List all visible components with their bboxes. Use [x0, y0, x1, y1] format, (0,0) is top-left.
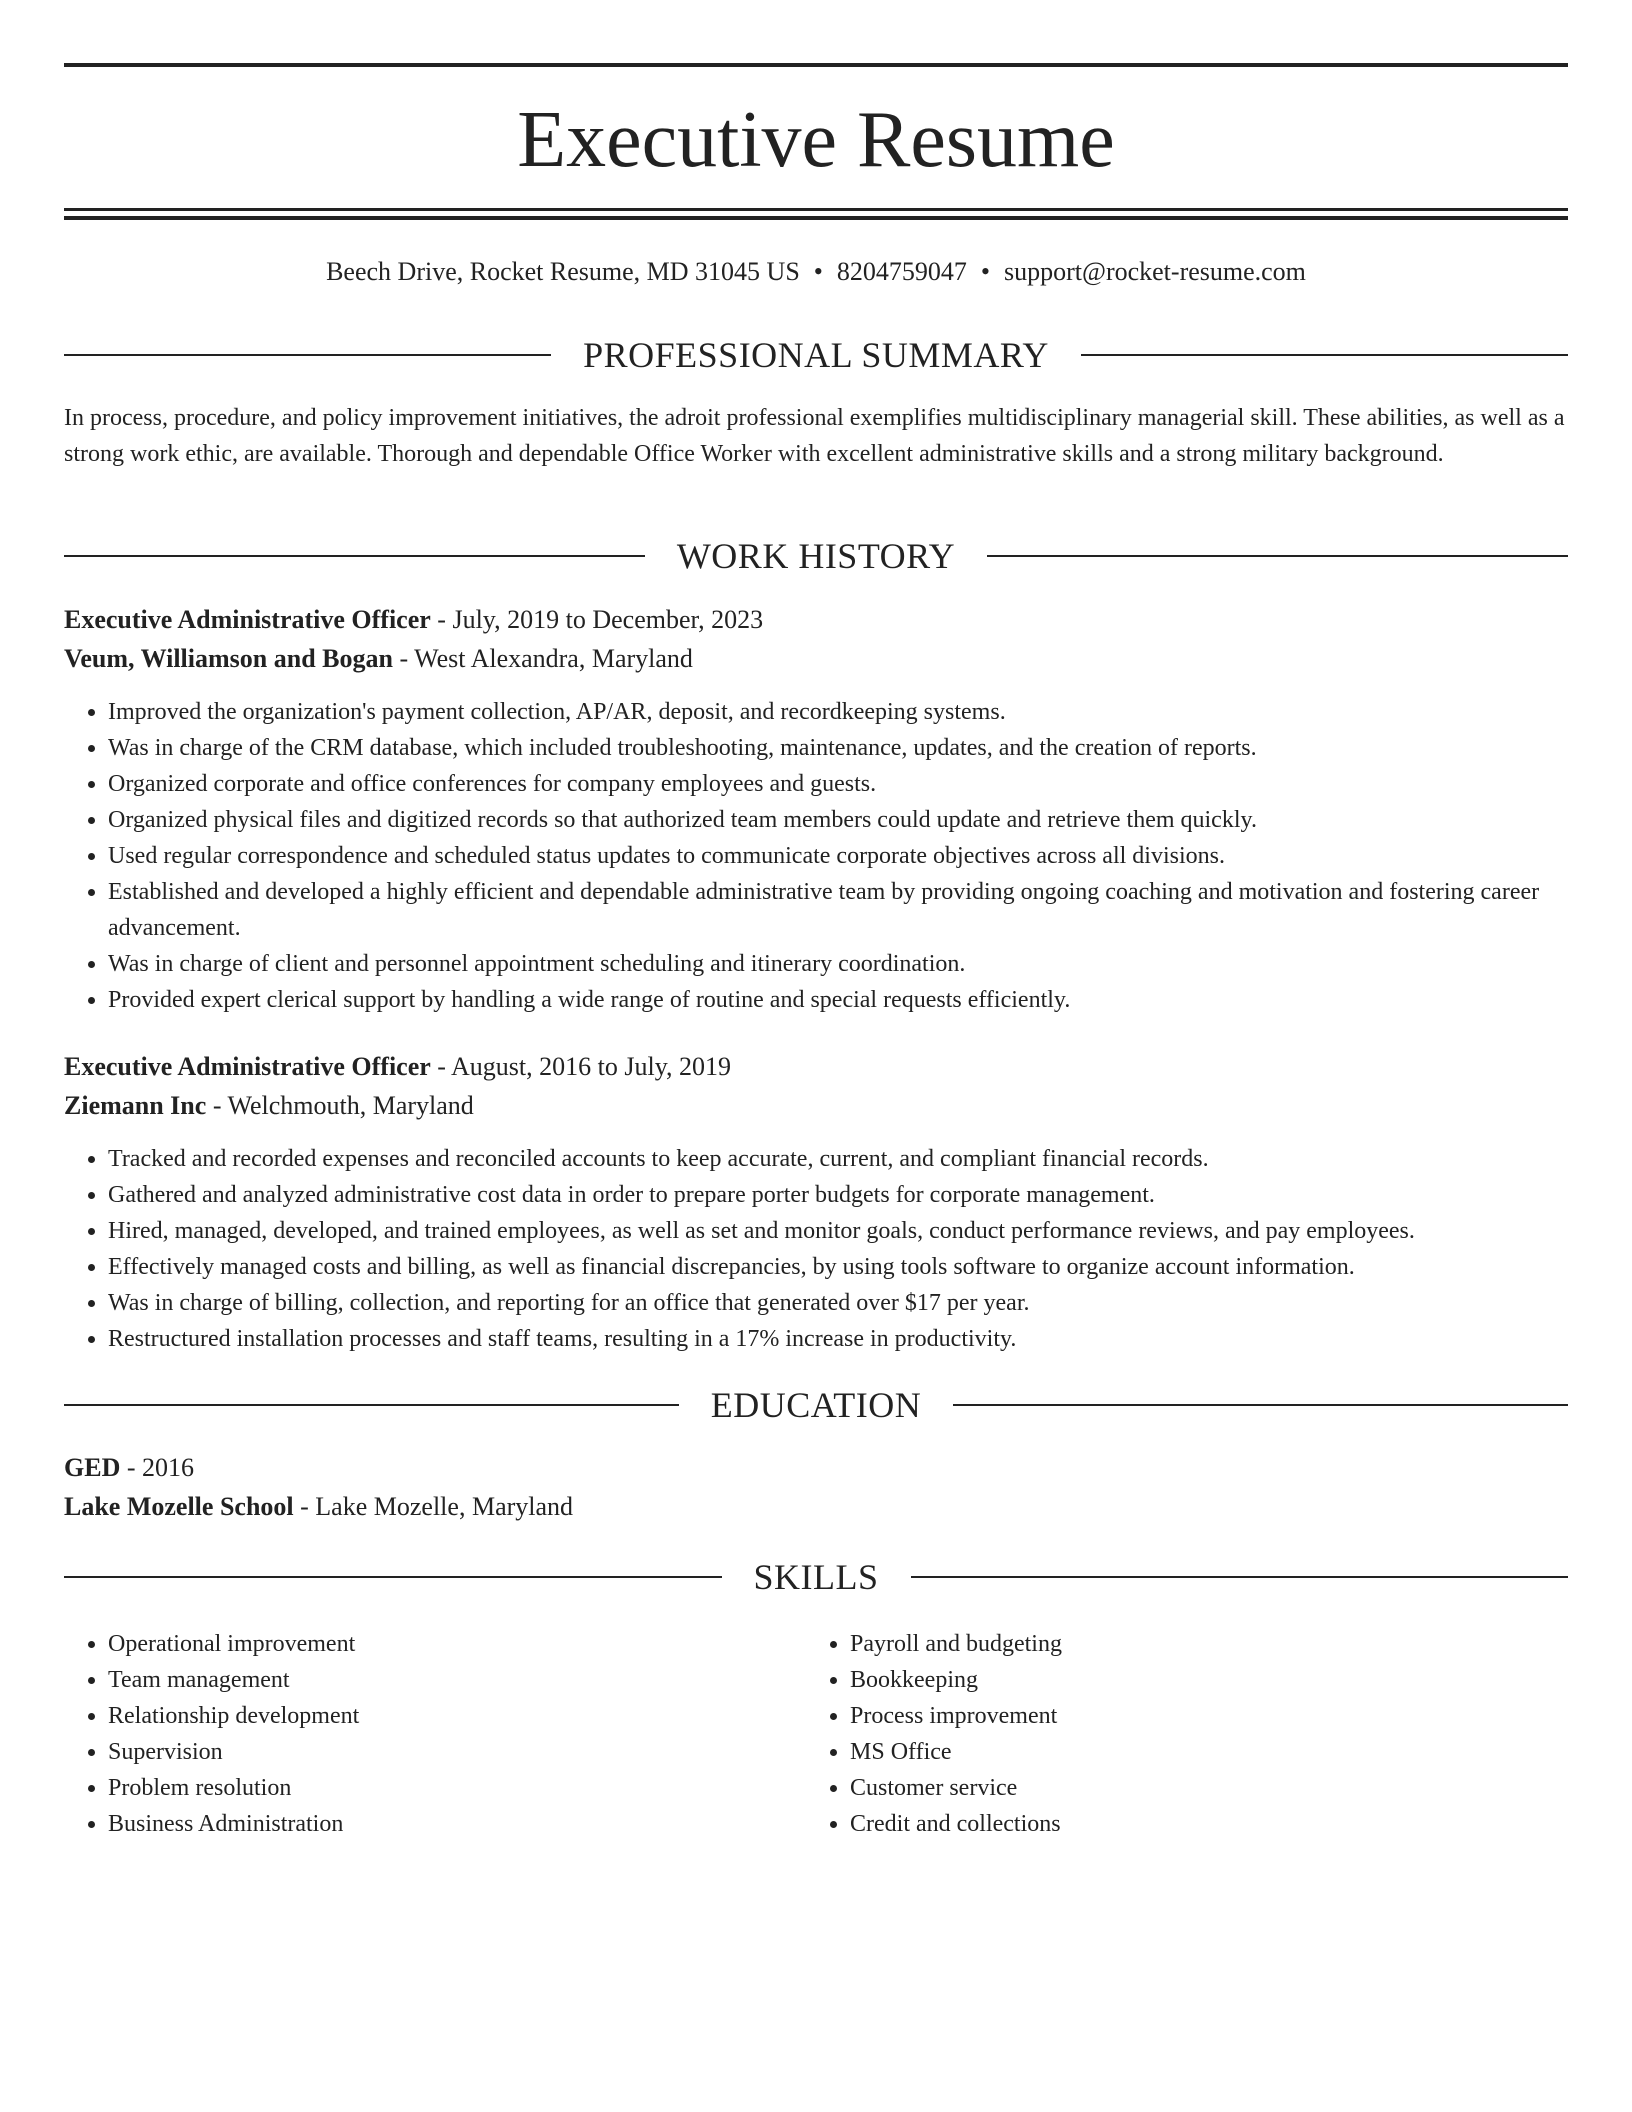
heading-rule [987, 555, 1568, 557]
list-item: • Operational improvement [108, 1626, 788, 1662]
section-heading-education [64, 1383, 1568, 1427]
list-item: • Process improvement [850, 1698, 1530, 1734]
contact-separator: • [813, 257, 823, 286]
heading-rule [911, 1576, 1569, 1578]
list-item: • Supervision [108, 1734, 788, 1770]
contact-email: support@rocket-resume.com [1004, 257, 1306, 286]
list-item: • Credit and collections [850, 1806, 1530, 1842]
list-item: • Improved the organization's payment collection, AP/AR, deposit, and recordkeeping systems. [108, 694, 1568, 730]
list-item: • MS Office [850, 1734, 1530, 1770]
job-title-line [64, 1049, 1568, 1085]
section-heading-skills [64, 1555, 1568, 1599]
list-item: • Hired, managed, developed, and trained employees, as well as set and monitor goals, conduct performance reviews, and pay employees. [108, 1213, 1568, 1249]
section-title: PROFESSIONAL SUMMARY [583, 335, 1049, 375]
list-item: • Was in charge of billing, collection, and reporting for an office that generated over $17 per year. [108, 1285, 1568, 1321]
list-item: • Payroll and budgeting [850, 1626, 1530, 1662]
list-item: • Gathered and analyzed administrative cost data in order to prepare porter budgets for corporate management. [108, 1177, 1568, 1213]
education-degree: GED [64, 1453, 121, 1482]
list-item: • Tracked and recorded expenses and reconciled accounts to keep accurate, current, and compliant financial records. [108, 1141, 1568, 1177]
contact-phone: 8204759047 [836, 257, 967, 286]
list-item: • Restructured installation processes and staff teams, resulting in a 17% increase in productivity. [108, 1321, 1568, 1357]
top-rule [64, 63, 1568, 67]
education-location: - Lake Mozelle, Maryland [293, 1492, 574, 1521]
heading-rule [953, 1404, 1568, 1406]
job-title: Executive Administrative Officer [64, 605, 431, 634]
list-item: • Was in charge of client and personnel appointment scheduling and itinerary coordination. [108, 946, 1568, 982]
list-item: • Used regular correspondence and scheduled status updates to communicate corporate objectives across all divisions. [108, 838, 1568, 874]
job-dates: - August, 2016 to July, 2019 [430, 1052, 732, 1081]
section-heading-work-history [64, 534, 1568, 578]
job-location: - West Alexandra, Maryland [392, 644, 693, 673]
heading-rule [64, 1576, 722, 1578]
list-item: • Organized corporate and office conferences for company employees and guests. [108, 766, 1568, 802]
heading-rule [64, 354, 551, 356]
title-double-rule [64, 208, 1568, 220]
job-location: - Welchmouth, Maryland [206, 1091, 474, 1120]
heading-rule [64, 555, 645, 557]
list-item: • Business Administration [108, 1806, 788, 1842]
heading-rule [64, 1404, 679, 1406]
contact-address: Beech Drive, Rocket Resume, MD 31045 US [326, 257, 800, 286]
list-item: • Problem resolution [108, 1770, 788, 1806]
job-company-line [64, 641, 1568, 677]
section-title: WORK HISTORY [676, 536, 956, 576]
job-title-line [64, 602, 1568, 638]
list-item: • Established and developed a highly efficient and dependable administrative team by providing ongoing coaching and motivation and fostering career advancement. [108, 874, 1568, 946]
list-item: • Relationship development [108, 1698, 788, 1734]
resume-title: Executive Resume [517, 96, 1115, 184]
heading-rule [1081, 354, 1568, 356]
contact-line [64, 255, 1568, 289]
section-title: EDUCATION [710, 1385, 922, 1425]
list-item: • Team management [108, 1662, 788, 1698]
education-school: Lake Mozelle School [64, 1492, 294, 1521]
list-item: • Customer service [850, 1770, 1530, 1806]
list-item: • Bookkeeping [850, 1662, 1530, 1698]
list-item: • Was in charge of the CRM database, which included troubleshooting, maintenance, updates, and the creation of reports. [108, 730, 1568, 766]
job-bullets [64, 694, 1568, 1018]
job-dates: - July, 2019 to December, 2023 [430, 605, 764, 634]
skills-list-right [806, 1626, 1530, 1842]
education-year: - 2016 [120, 1453, 195, 1482]
section-heading-summary [64, 333, 1568, 377]
education-degree-line [64, 1450, 1568, 1486]
job-company: Ziemann Inc [64, 1091, 207, 1120]
contact-separator: • [980, 257, 990, 286]
job-company-line [64, 1088, 1568, 1124]
summary-text: In process, procedure, and policy improvement initiatives, the adroit professional exemplifies multidisciplinary managerial skill. These abilities, as well as a strong work ethic, are available. Thorough and dependable Office Worker with excellent administrative skills and a strong military background. [64, 405, 1565, 467]
education-school-line [64, 1489, 1568, 1525]
skills-list-left [64, 1626, 788, 1842]
list-item: • Organized physical files and digitized records so that authorized team members could update and retrieve them quickly. [108, 802, 1568, 838]
section-title: SKILLS [753, 1557, 879, 1597]
job-bullets [64, 1141, 1568, 1357]
job-title: Executive Administrative Officer [64, 1052, 431, 1081]
list-item: • Provided expert clerical support by handling a wide range of routine and special requests efficiently. [108, 982, 1568, 1018]
job-company: Veum, Williamson and Bogan [64, 644, 393, 673]
list-item: • Effectively managed costs and billing, as well as financial discrepancies, by using tools software to organize account information. [108, 1249, 1568, 1285]
